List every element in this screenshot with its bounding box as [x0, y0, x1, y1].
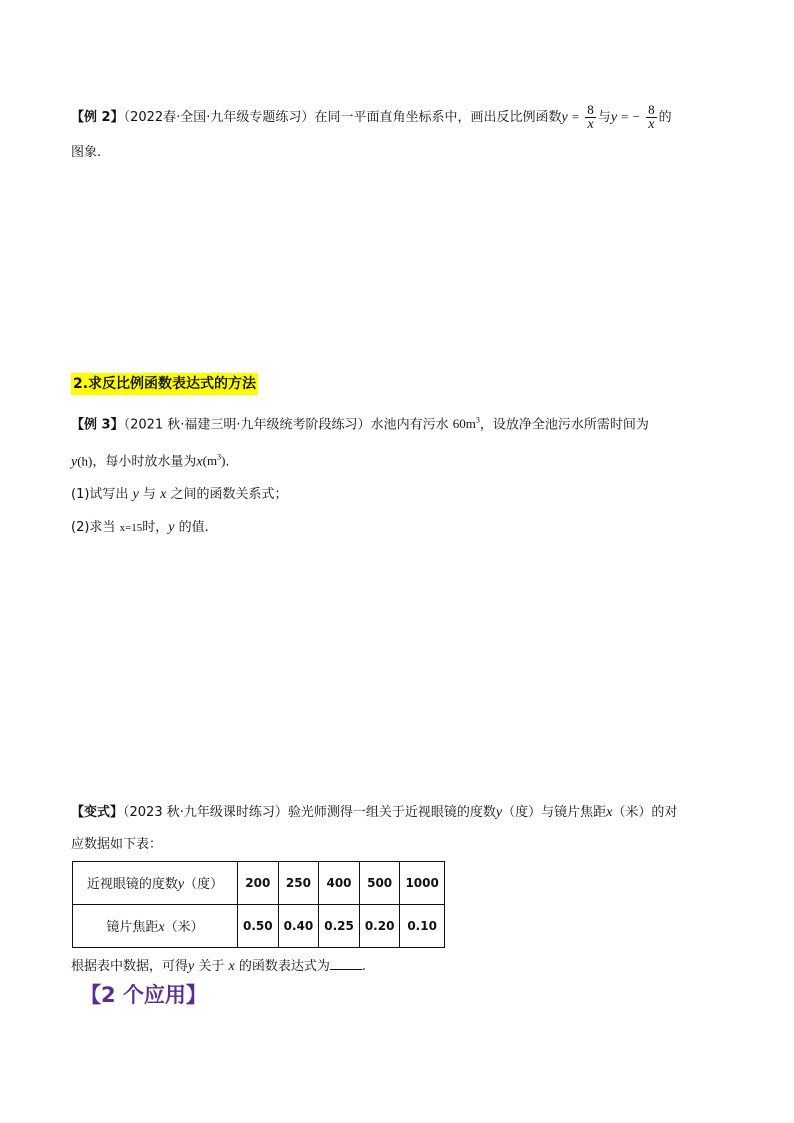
example3-question2: (2)求当 x=15时，y 的值. — [71, 520, 209, 535]
table-cell: 0.25 — [319, 905, 360, 948]
example3-q1-x: x — [160, 487, 167, 502]
example3-source: （2021 秋·福建三明·九年级统考阶段练习） — [123, 417, 371, 433]
example2-tag: 【例 2】 — [71, 110, 124, 125]
example3-text1b: ，设放净全池污水所需时间为 — [479, 417, 649, 433]
example2-source: （2022春·全国·九年级专题练习） — [123, 110, 315, 125]
table-row-header-focal-length: 镜片焦距x（米） — [73, 905, 238, 948]
example3-line1 — [71, 411, 649, 435]
answer-blank — [330, 955, 362, 970]
example2-fraction-2: $\frac{8}{x}$ — [648, 102, 655, 132]
example3-unit-h: (h) — [77, 453, 93, 469]
table-cell: 400 — [319, 862, 360, 905]
table-cell: 0.20 — [359, 905, 400, 948]
variant-var-x: x — [606, 805, 613, 820]
example2-de: 的 — [658, 110, 672, 125]
example3-volume: $60m^3$ — [452, 416, 480, 432]
table-cell: 200 — [238, 862, 279, 905]
variant-answer-x: x — [228, 959, 235, 974]
table-row — [73, 862, 445, 905]
table-row-header-degree: 近视眼镜的度数y（度） — [73, 862, 238, 905]
example3-text1: 水池内有污水 — [370, 417, 449, 433]
example3-q1-y: y — [132, 487, 139, 502]
example2-y1: y — [561, 110, 568, 125]
table-cell: 0.50 — [238, 905, 279, 948]
example2-text: 在同一平面直角坐标系中，画出反比例函数 — [314, 110, 562, 125]
example3-q2-y: y — [168, 520, 175, 535]
example2-eq2: = — [621, 109, 629, 124]
variant-var-y: y — [495, 805, 503, 820]
data-table — [72, 861, 445, 948]
applications-title: 【2 个应用】 — [80, 983, 207, 1007]
example2-line2: 图象. — [71, 145, 102, 160]
variant-text1: 验光师测得一组关于近视眼镜的度数 — [287, 805, 496, 820]
example2-eq1: = — [571, 109, 580, 124]
section-title: 2.求反比例函数表达式的方法 — [71, 373, 258, 395]
example2-yu: 与 — [597, 110, 611, 125]
table-cell: 0.40 — [278, 905, 319, 948]
example2-y2: y — [610, 110, 618, 125]
example3-line2-end: . — [225, 454, 230, 470]
table-row — [73, 905, 445, 948]
variant-answer-y: y — [188, 959, 195, 974]
example3-var-y: y — [71, 454, 78, 470]
table-cell: 1000 — [400, 862, 444, 905]
example3-line2-text: ，每小时放水量为 — [92, 454, 197, 470]
table-cell: 250 — [278, 862, 319, 905]
variant-line2: 应数据如下表： — [71, 837, 163, 852]
example3-unit-m3: $(m^3)$ — [202, 453, 226, 469]
example2-minus: − — [632, 109, 640, 124]
example3-question1: (1)试写出 y 与 x 之间的函数关系式； — [71, 487, 288, 502]
table-cell: 500 — [359, 862, 400, 905]
variant-line1: 【变式】（2023 秋·九年级课时练习）验光师测得一组关于近视眼镜的度数y（度）与镜片焦距x（米）的对 — [71, 805, 678, 820]
table-cell: 0.10 — [400, 905, 444, 948]
example2-line1 — [71, 103, 672, 132]
example3-var-x: x — [196, 454, 203, 470]
example3-q2-condition: x=15 — [119, 522, 143, 534]
variant-answer-line: 根据表中数据，可得y 关于 x 的函数表达式为 . — [71, 955, 366, 977]
example2-fraction-1: $\frac{8}{x}$ — [587, 102, 594, 132]
variant-source: （2023 秋·九年级课时练习） — [123, 805, 288, 820]
variant-tag: 【变式】 — [71, 805, 124, 820]
example3-tag: 【例 3】 — [71, 417, 124, 433]
example3-line2 — [71, 448, 230, 472]
